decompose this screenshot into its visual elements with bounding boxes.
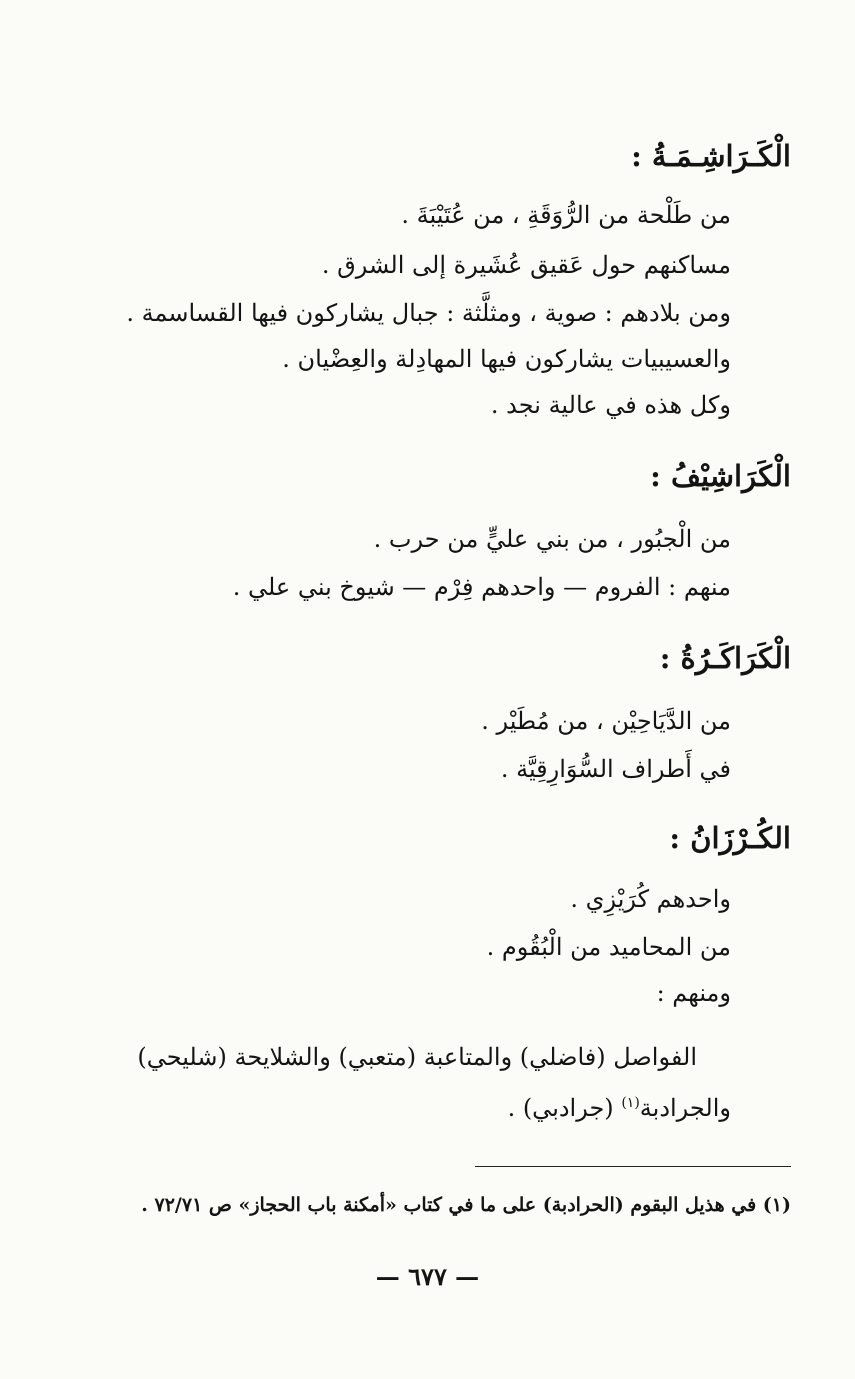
entry-line: الفواصل (فاضلي) والمتاعبة (متعبي) والشلايحة (شليحي) <box>137 1043 697 1071</box>
entry-line: ومن بلادهم : صوية ، ومثلَّثة : جبال يشاركون فيها القساسمة . <box>126 299 731 327</box>
entry-line: منهم : الفروم — واحدهم فِرْم — شيوخ بني علي . <box>232 573 731 601</box>
entry-line: واحدهم كُرَيْزِي . <box>570 885 731 913</box>
entry-line: والعسيبيات يشاركون فيها المهادِلة والعِضْيان . <box>282 345 731 373</box>
entry-line: مساكنهم حول عَقيق عُشَيرة إلى الشرق . <box>321 251 731 279</box>
entry-line: من المحاميد من الْبُقُوم . <box>486 933 731 961</box>
footnote-rule <box>475 1166 791 1167</box>
page-number: — ٦٧٧ — <box>375 1262 480 1291</box>
entry-line: من الْجبُور ، من بني عليٍّ من حرب . <box>373 525 731 553</box>
entry-heading: الكُـرْزَانُ : <box>669 821 791 855</box>
entry-heading: الْكَرَاشِيْفُ : <box>650 459 791 493</box>
entry-heading: الْكَرَاكَـرُةُ : <box>659 641 791 675</box>
entry-heading: الْكَـرَاشِـمَـةُ : <box>631 139 791 173</box>
footnote-marker[interactable]: (١) <box>621 1095 640 1111</box>
entry-line: من طَلْحة من الرُّوَقَةِ ، من عُتَيْبَةَ . <box>401 201 731 229</box>
entry-line: من الدَّيَاحِيْن ، من مُطَيْر . <box>481 707 731 735</box>
entry-line-with-footnote <box>508 1086 731 1125</box>
entry-line: في أَطراف السُّوَارِقِيَّة . <box>500 755 731 783</box>
entry-line-start: والجرادبة <box>639 1094 731 1122</box>
entry-line: وكل هذه في عالية نجد . <box>490 391 731 419</box>
entry-line-end: (جرادبي) . <box>507 1094 614 1122</box>
entry-line: ومنهم : <box>656 979 731 1007</box>
footnote-text: (١) في هذيل البقوم (الحرادبة) على ما في كتاب «أمكنة باب الحجاز» ص ٧٢/٧١ . <box>141 1194 791 1216</box>
